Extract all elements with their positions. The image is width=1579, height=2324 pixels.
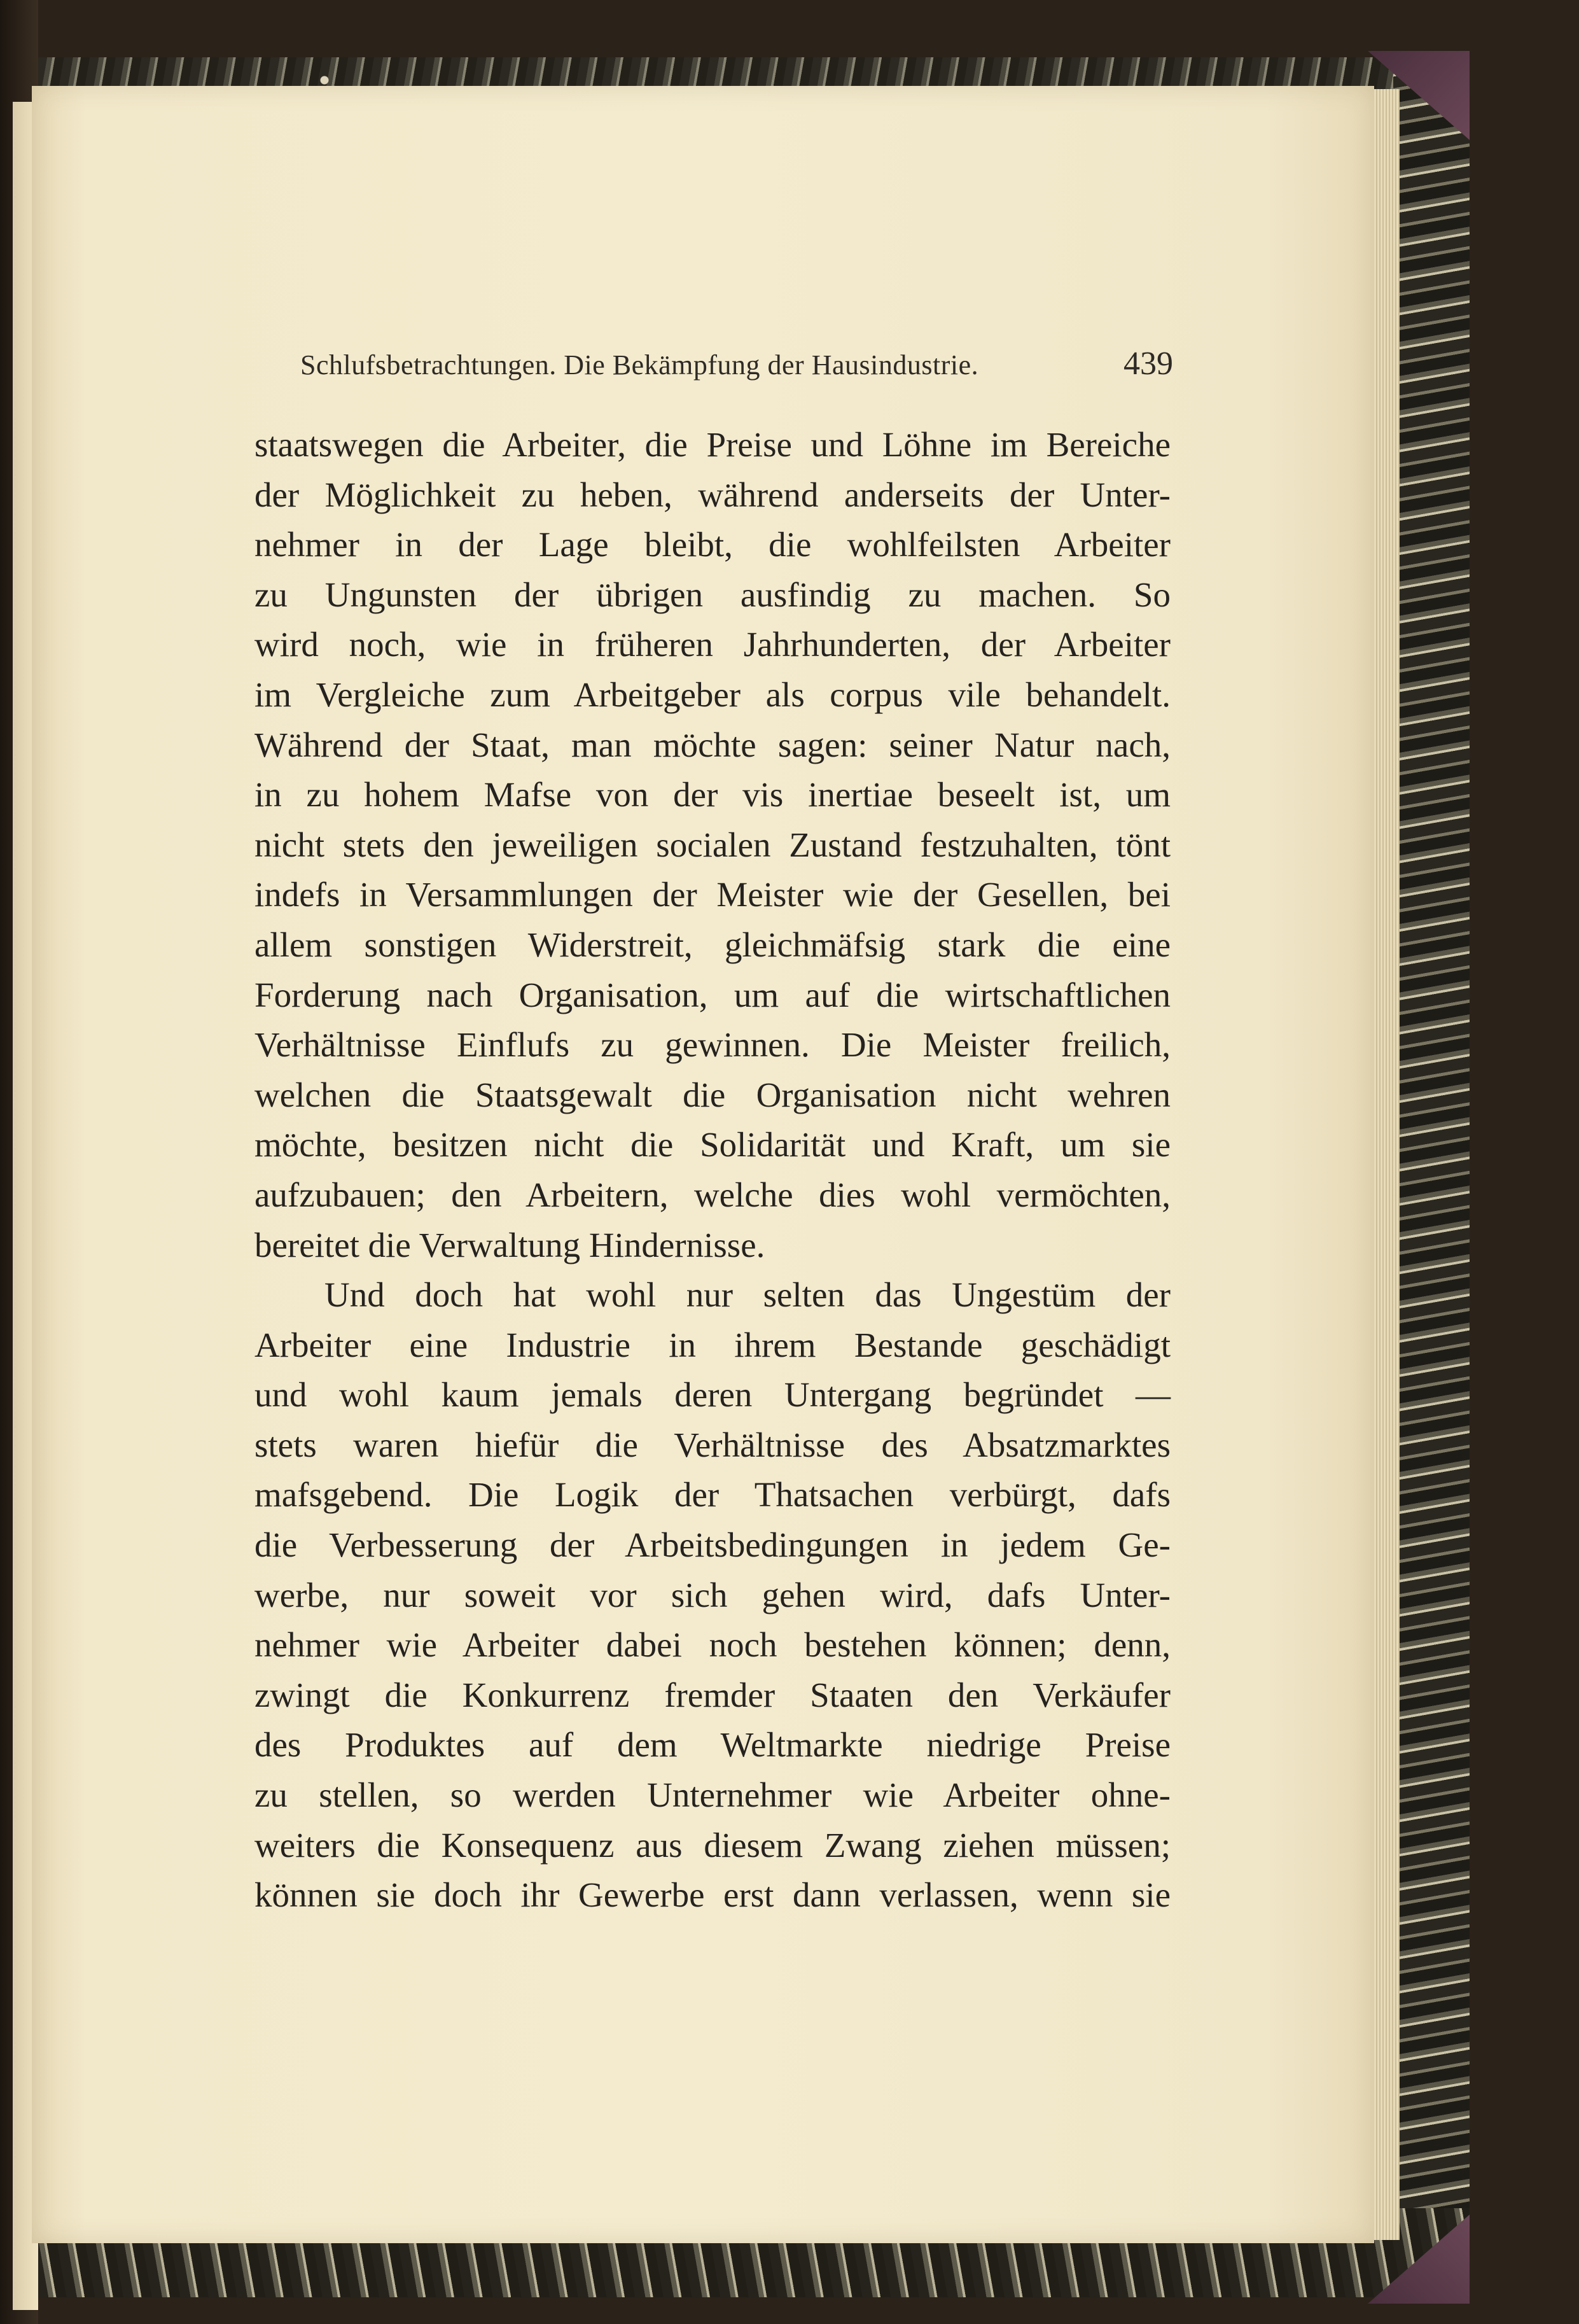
text-line: weiters die Konsequenz aus diesem Zwang ziehen müssen; (254, 1825, 1171, 1865)
text-line: indefs in Versammlungen der Meister wie der Gesellen, bei (254, 875, 1171, 914)
text-line: welchen die Staatsgewalt die Organisation nicht wehren (254, 1075, 1171, 1114)
text-line: des Produktes auf dem Weltmarkte niedrige Preise (254, 1725, 1171, 1765)
page-edges-stack (1371, 89, 1400, 2240)
paragraph (254, 420, 1171, 1270)
text-line: Verhältnisse Einflufs zu gewinnen. Die Meister freilich, (254, 1025, 1171, 1065)
text-line: nehmer wie Arbeiter dabei noch bestehen können; denn, (254, 1625, 1171, 1665)
text-line: nicht stets den jeweiligen socialen Zustand festzuhalten, tönt (254, 825, 1171, 864)
text-line: werbe, nur soweit vor sich gehen wird, dafs Unter- (254, 1575, 1171, 1614)
text-line: aufzubauen; den Arbeitern, welche dies wohl vermöchten, (254, 1175, 1171, 1214)
running-head (300, 346, 1173, 382)
text-line: Arbeiter eine Industrie in ihrem Bestande geschädigt (254, 1325, 1171, 1364)
text-line: im Vergleiche zum Arbeitgeber als corpus vile behandelt. (254, 675, 1171, 714)
text-line: zwingt die Konkurrenz fremder Staaten den Verkäufer (254, 1675, 1171, 1714)
text-line: zu stellen, so werden Unternehmer wie Arbeiter ohne- (254, 1775, 1171, 1815)
running-head-title: Schlufsbetrachtungen. Die Bekämpfung der Hausindustrie. (300, 349, 979, 381)
text-line: die Verbesserung der Arbeitsbedingungen in jedem Ge- (254, 1525, 1171, 1565)
text-line: stets waren hiefür die Verhältnisse des Absatzmarktes (254, 1425, 1171, 1464)
paragraph (254, 1270, 1171, 1921)
text-line: Während der Staat, man möchte sagen: seiner Natur nach, (254, 725, 1171, 764)
text-line: der Möglichkeit zu heben, während anderseits der Unter- (254, 475, 1171, 514)
text-line: und wohl kaum jemals deren Untergang begründet — (254, 1375, 1171, 1415)
marbled-edge-right (1393, 57, 1470, 2278)
text-line: Forderung nach Organisation, um auf die wirtschaftlichen (254, 975, 1171, 1014)
text-line: bereitet die Verwaltung Hindernisse. (254, 1225, 765, 1264)
page-number: 439 (1123, 346, 1173, 382)
text-line: staatswegen die Arbeiter, die Preise und Löhne im Bereiche (254, 425, 1171, 464)
text-line: zu Ungunsten der übrigen ausfindig zu machen. So (254, 575, 1171, 614)
text-line: in zu hohem Mafse von der vis inertiae beseelt ist, um (254, 775, 1171, 815)
body-text (254, 420, 1171, 1921)
text-line: Und doch hat wohl nur selten das Ungestüm der (324, 1275, 1171, 1315)
text-line: mafsgebend. Die Logik der Thatsachen verbürgt, dafs (254, 1475, 1171, 1515)
text-line: möchte, besitzen nicht die Solidarität und Kraft, um sie (254, 1125, 1171, 1165)
text-line: allem sonstigen Widerstreit, gleichmäfsig stark die eine (254, 925, 1171, 964)
text-line: nehmer in der Lage bleibt, die wohlfeilsten Arbeiter (254, 525, 1171, 564)
text-line: können sie doch ihr Gewerbe erst dann verlassen, wenn sie (254, 1875, 1171, 1915)
text-line: wird noch, wie in früheren Jahrhunderten, der Arbeiter (254, 625, 1171, 664)
